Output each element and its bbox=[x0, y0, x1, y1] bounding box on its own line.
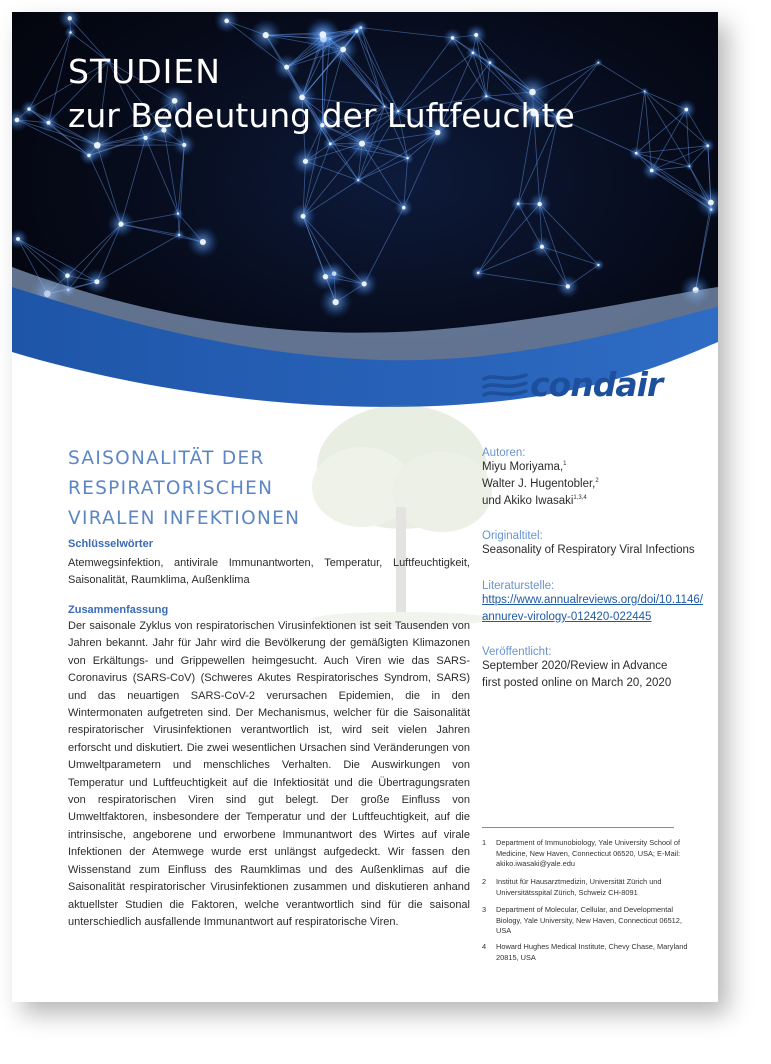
article-heading-line2: VIRALEN INFEKTIONEN bbox=[68, 508, 301, 529]
network-node bbox=[540, 245, 544, 249]
author-2-name: Walter J. Hugentobler, bbox=[482, 478, 596, 490]
network-node bbox=[15, 118, 20, 123]
network-node bbox=[357, 179, 359, 181]
network-node bbox=[87, 154, 91, 158]
network-node bbox=[118, 222, 123, 227]
authors-block bbox=[482, 447, 707, 510]
network-node bbox=[474, 33, 478, 37]
author-3 bbox=[482, 493, 707, 510]
network-node bbox=[329, 142, 332, 145]
summary-text: Der saisonale Zyklus von respiratorischen Virusinfektionen ist seit Tausenden von Jahren bekannt. Jahr für Jahr wird die Bevölkerung der gemäßigten Klimazonen von Erkältungs- und Grippewellen heimgesucht. Auch Viren wie das SARS-Coronavirus (SARS-CoV) (Schweres Akutes Respiratorisches Syndrom, SARS) und das neuartigen SARS-CoV-2 verursachen Epidemien, die in den Wintermonaten aufgetreten sind. Der Mechanismus, welcher für die Saisonalität respiratorischer Virusinfektionen verantwortlich ist, wird seit vielen Jahren erforscht und diskutiert. Die zwei wesentlichen Ursachen sind Veränderungen von Umweltparametern und menschliches Verhalten. Die Auswirkungen von Temperatur und Luftfeuchtigkeit auf die Infektiosität und die Übertragungsraten von respiratorischen Viren sind gut belegt. Der große Einfluss von Umweltfaktoren, insbesondere der Temperatur und der Luftfeuchtigkeit, auf die intrinsische, angeborene und erworbene Immunantwort des Wirtes auf virale Infektionen der Atemwege wurde erst unlängst aufgedeckt. Wir fassen den Wissenstand zum Einfluss des Raumklimas und des Außenklimas auf die Saisonalität respiratorischer Virusinfektionen zusammen und diskutieren anhand aktuellster Studien die Faktoren, welche verantwortlich sind für die saisonal unterschiedlich ausfallende Immunantwort auf respiratorische Viren. bbox=[68, 620, 470, 928]
footnote-divider bbox=[482, 827, 674, 828]
network-node bbox=[65, 273, 70, 278]
network-node bbox=[566, 284, 570, 288]
author-1-sup: 1 bbox=[563, 461, 567, 468]
network-node bbox=[402, 206, 406, 210]
network-node bbox=[710, 209, 712, 211]
published-block bbox=[482, 646, 707, 692]
network-node bbox=[597, 264, 599, 266]
author-1-name: Miyu Moriyama, bbox=[482, 461, 564, 473]
network-node bbox=[182, 143, 186, 147]
published-label: Veröffentlicht: bbox=[482, 646, 552, 658]
network-node bbox=[224, 19, 229, 24]
document-page bbox=[12, 12, 718, 1002]
network-node bbox=[333, 299, 339, 305]
network-node bbox=[477, 272, 480, 275]
network-node bbox=[94, 142, 101, 149]
footnote-3-number: 3 bbox=[482, 905, 487, 914]
logo-text: condair bbox=[530, 365, 663, 404]
footnote-3-text: Department of Molecular, Cellular, and Developmental Biology, Yale University, New Haven, Connecticut 06512, USA bbox=[496, 905, 682, 935]
footnote-4-number: 4 bbox=[482, 942, 487, 951]
original-title: Seasonality of Respiratory Viral Infections bbox=[482, 544, 695, 556]
network-node bbox=[263, 32, 269, 38]
network-node bbox=[143, 136, 147, 140]
network-node bbox=[16, 237, 20, 241]
network-node bbox=[517, 202, 520, 205]
network-node bbox=[689, 166, 691, 168]
network-node bbox=[684, 108, 688, 112]
author-2-sup: 2 bbox=[595, 478, 599, 485]
network-node bbox=[359, 141, 365, 147]
network-node bbox=[319, 31, 326, 38]
reference-link-line1[interactable]: https://www.annualreviews.org/doi/10.1146/ bbox=[482, 594, 703, 606]
footnote-1-text: Department of Immunobiology, Yale University School of Medicine, New Haven, Connecticut 06520, USA; E-Mail: akiko.iwasaki@yale.edu bbox=[496, 838, 681, 868]
network-node bbox=[406, 157, 408, 159]
network-node bbox=[284, 65, 289, 70]
authors-label: Autoren: bbox=[482, 447, 526, 459]
author-2 bbox=[482, 476, 707, 493]
network-node bbox=[529, 89, 536, 96]
published-line1: September 2020/Review in Advance bbox=[482, 660, 668, 672]
network-node bbox=[598, 62, 600, 64]
author-1 bbox=[482, 459, 707, 476]
reference-block bbox=[482, 580, 707, 626]
network-node bbox=[537, 202, 541, 206]
author-3-name: und Akiko Iwasaki bbox=[482, 495, 574, 507]
author-3-sup: 1,3,4 bbox=[573, 495, 587, 502]
footnote-1-number: 1 bbox=[482, 838, 487, 847]
network-node bbox=[69, 31, 71, 33]
reference-link-line2[interactable]: annurev-virology-012420-022445 bbox=[482, 611, 652, 623]
footnote-2-text: Institut für Hausarztmedizin, Universität Zürich und Universitätsspital Zürich, Schweiz CH-8091 bbox=[496, 877, 662, 897]
network-node bbox=[650, 169, 654, 173]
article-heading bbox=[68, 444, 468, 534]
published-line2: first posted online on March 20, 2020 bbox=[482, 677, 672, 689]
footnote-4-text: Howard Hughes Medical Institute, Chevy Chase, Maryland 20815, USA bbox=[496, 942, 688, 962]
network-node bbox=[68, 16, 72, 20]
original-title-label: Originaltitel: bbox=[482, 530, 543, 542]
network-node bbox=[635, 152, 638, 155]
network-node bbox=[340, 47, 346, 53]
network-node bbox=[178, 234, 180, 236]
network-node bbox=[362, 281, 367, 286]
page-title-line1: STUDIEN bbox=[68, 52, 221, 91]
network-node bbox=[489, 61, 492, 64]
network-node bbox=[303, 159, 308, 164]
network-node bbox=[200, 239, 206, 245]
keywords-text: Atemwegsinfektion, antivirale Immunantworten, Temperatur, Luftfeuchtigkeit, Saisonalität, Raumklima, Außenklima bbox=[68, 557, 470, 587]
network-node bbox=[47, 121, 51, 125]
network-node bbox=[323, 274, 328, 279]
article-heading-line1: SAISONALITÄT DER RESPIRATORISCHEN bbox=[68, 448, 274, 499]
page-title-line2: zur Bedeutung der Luftfeuchte bbox=[68, 96, 575, 135]
network-node bbox=[472, 51, 475, 54]
network-node bbox=[177, 212, 179, 214]
original-title-block bbox=[482, 530, 707, 559]
network-node bbox=[301, 214, 306, 219]
summary-label: Zusammenfassung bbox=[68, 604, 169, 616]
network-node bbox=[706, 144, 709, 147]
keywords-label: Schlüsselwörter bbox=[68, 538, 153, 550]
network-node bbox=[451, 36, 455, 40]
network-node bbox=[27, 107, 30, 110]
condair-logo bbox=[482, 367, 672, 407]
reference-label: Literaturstelle: bbox=[482, 580, 555, 592]
footnote-2-number: 2 bbox=[482, 877, 487, 886]
network-node bbox=[94, 279, 99, 284]
network-node bbox=[355, 30, 358, 33]
network-node bbox=[644, 91, 646, 93]
